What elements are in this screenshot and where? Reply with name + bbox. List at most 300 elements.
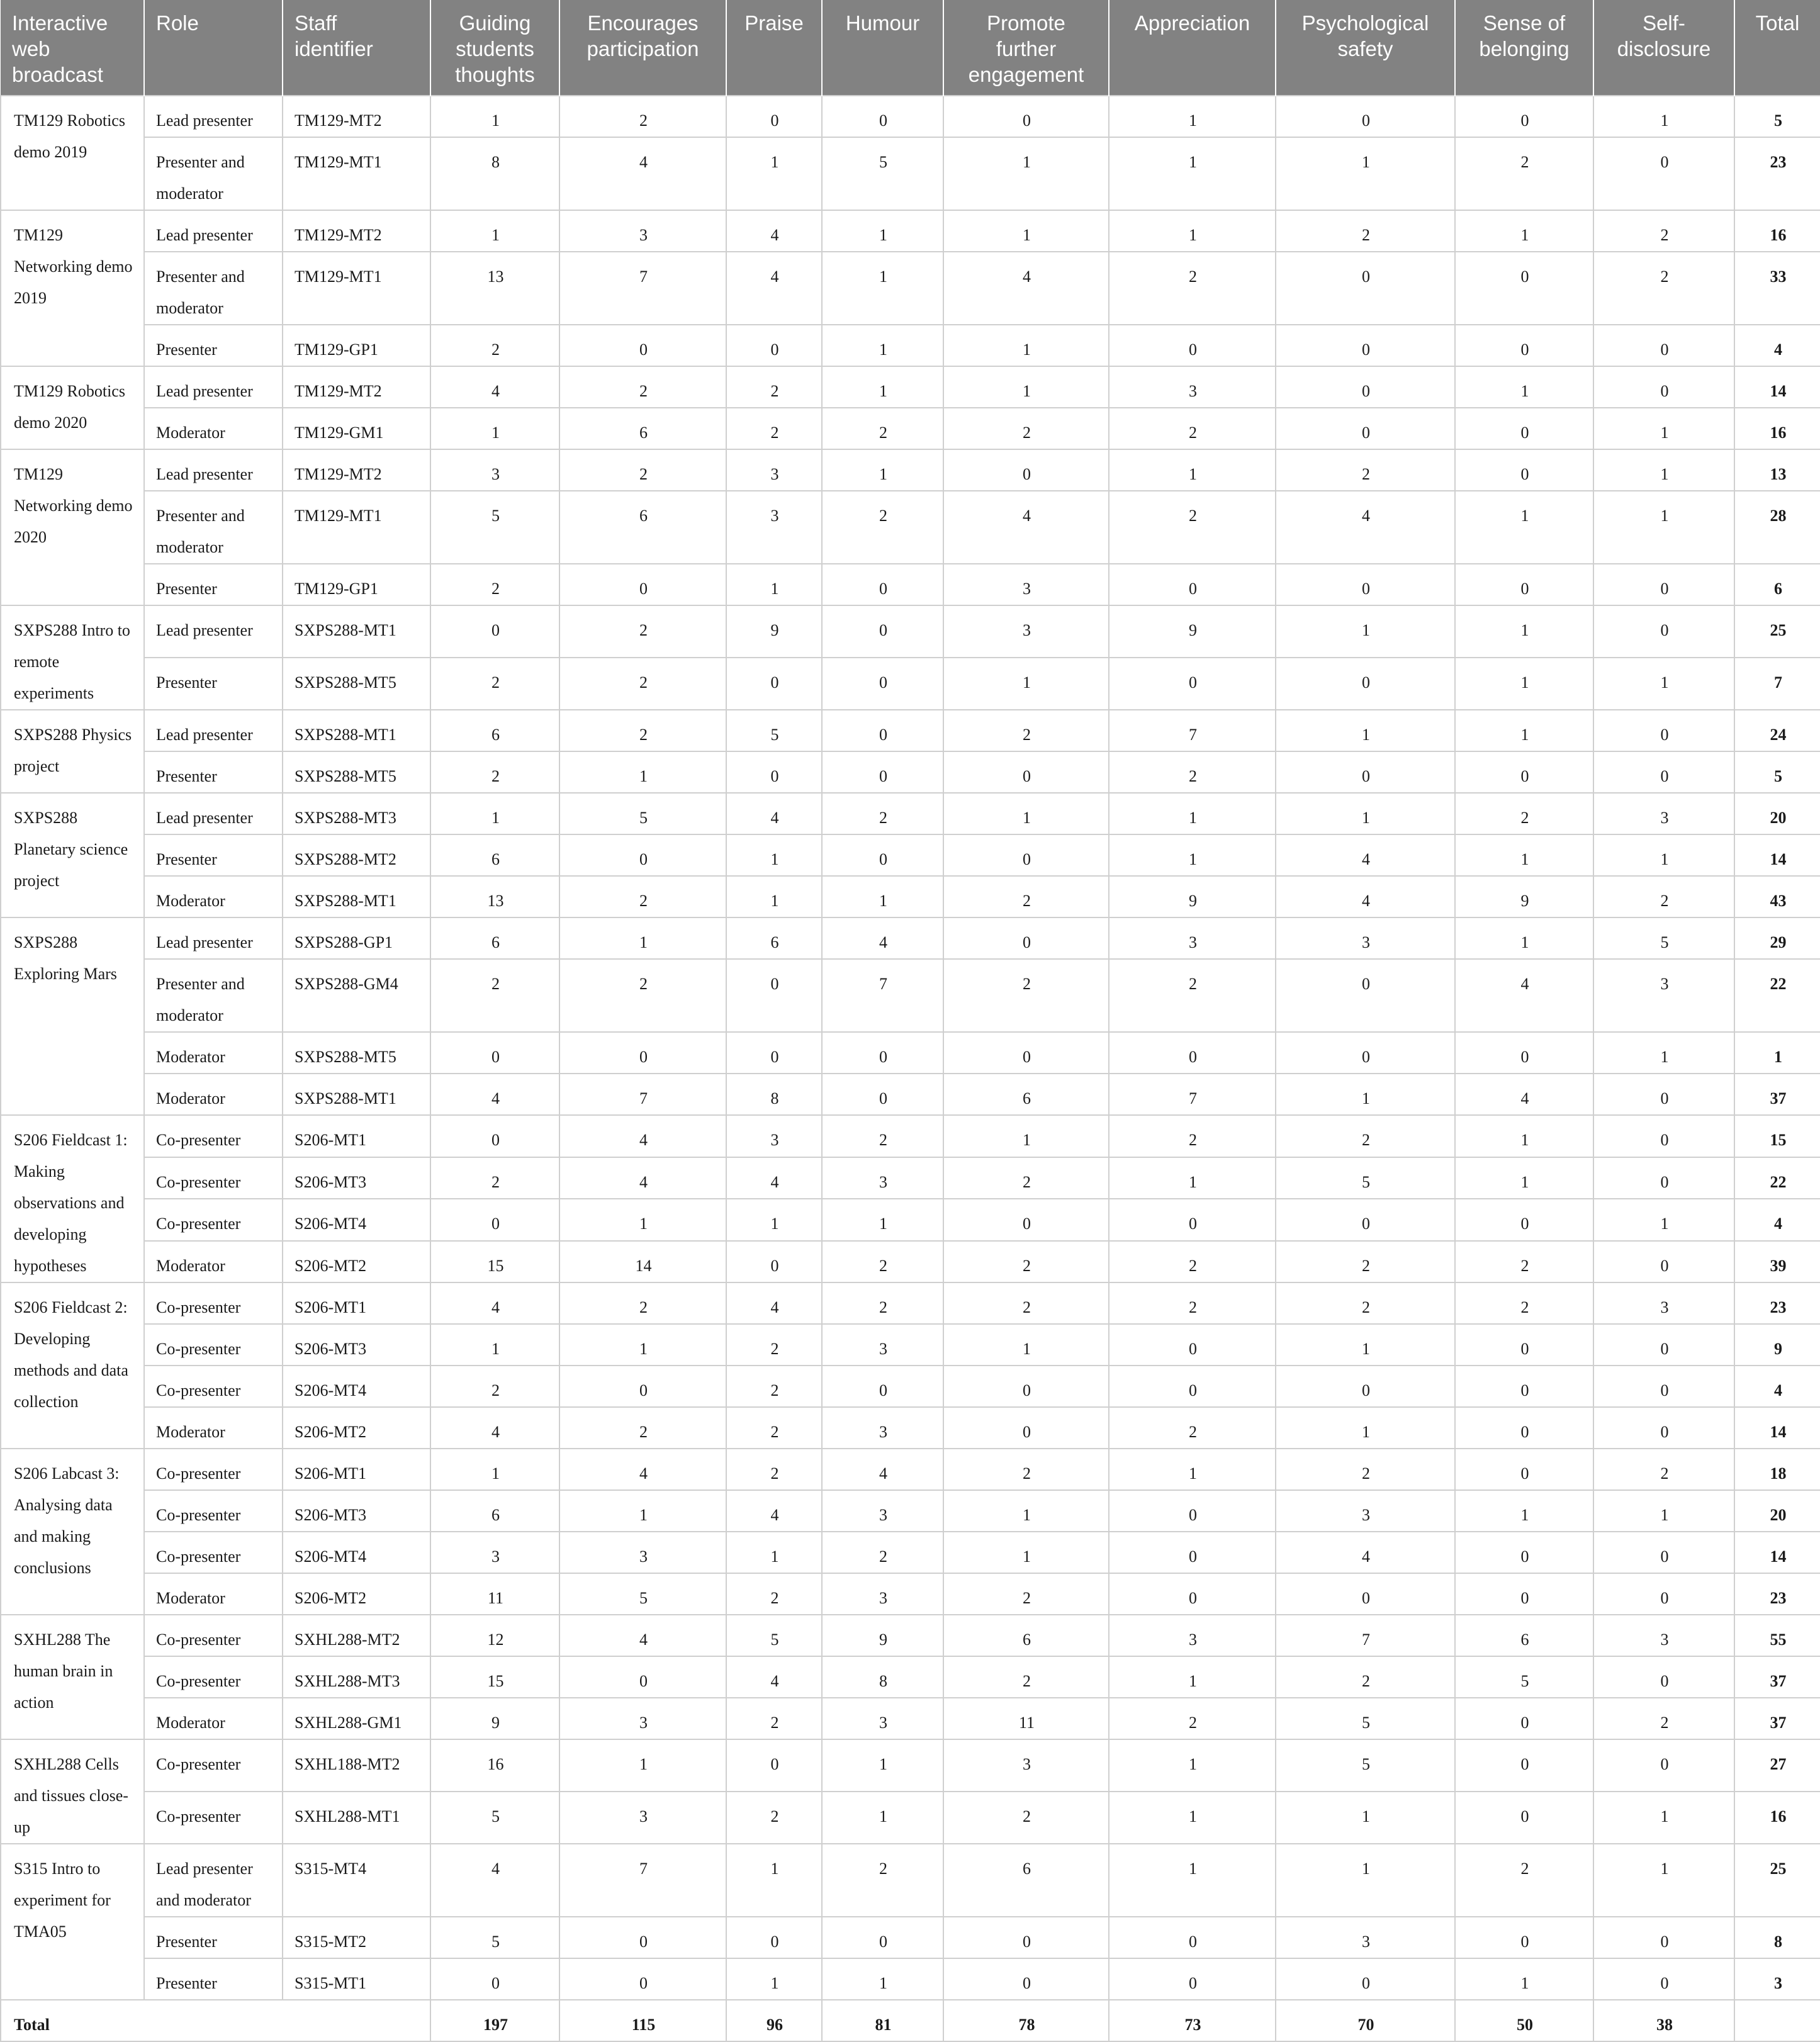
count-cell: 0: [726, 959, 822, 1032]
count-cell: 4: [1276, 491, 1455, 564]
row-total-cell: 28: [1734, 491, 1820, 564]
role-cell: Co-presenter: [144, 1615, 283, 1656]
count-cell: 4: [1276, 1532, 1455, 1573]
count-cell: 4: [430, 1407, 559, 1449]
staff-id-cell: TM129-MT1: [283, 252, 430, 325]
table-row: [1, 1792, 1820, 1844]
broadcast-name: TM129 Networking demo 2020: [1, 449, 144, 605]
count-cell: 4: [726, 793, 822, 834]
count-cell: 1: [1109, 1844, 1276, 1917]
count-cell: 4: [430, 1074, 559, 1115]
role-cell: Moderator: [144, 1698, 283, 1739]
column-total-cell: 38: [1593, 2000, 1734, 2041]
count-cell: 1: [1593, 1490, 1734, 1532]
count-cell: 3: [1109, 366, 1276, 408]
count-cell: 2: [726, 1573, 822, 1615]
row-total-cell: 16: [1734, 1792, 1820, 1844]
count-cell: 0: [726, 1032, 822, 1074]
role-cell: Moderator: [144, 1074, 283, 1115]
column-total-cell: 81: [822, 2000, 943, 2041]
count-cell: 0: [1455, 1698, 1593, 1739]
count-cell: 1: [822, 325, 943, 366]
count-cell: 4: [559, 1615, 726, 1656]
count-cell: 6: [430, 1490, 559, 1532]
count-cell: 4: [943, 252, 1109, 325]
row-total-cell: 25: [1734, 1844, 1820, 1917]
count-cell: 1: [1593, 1844, 1734, 1917]
broadcast-name: S206 Fieldcast 2: Developing methods and data collection: [1, 1282, 144, 1449]
count-cell: 1: [822, 252, 943, 325]
column-header: Total: [1734, 0, 1820, 96]
staff-id-cell: S206-MT4: [283, 1366, 430, 1407]
table-row: [1, 793, 1820, 834]
count-cell: 0: [943, 449, 1109, 491]
count-cell: 0: [822, 658, 943, 710]
row-total-cell: 4: [1734, 1366, 1820, 1407]
count-cell: 0: [1455, 408, 1593, 449]
column-header: Interactive web broadcast: [1, 0, 144, 96]
count-cell: 4: [822, 1449, 943, 1490]
count-cell: 2: [1593, 1698, 1734, 1739]
table-row: [1, 210, 1820, 252]
row-total-cell: 14: [1734, 366, 1820, 408]
broadcast-name: SXPS288 Intro to remote experiments: [1, 605, 144, 710]
count-cell: 1: [1455, 1490, 1593, 1532]
table-row: [1, 1656, 1820, 1698]
count-cell: 2: [943, 1792, 1109, 1844]
row-total-cell: 23: [1734, 1573, 1820, 1615]
count-cell: 2: [1593, 876, 1734, 917]
count-cell: 0: [943, 1917, 1109, 1958]
count-cell: 0: [943, 96, 1109, 137]
count-cell: 2: [726, 1698, 822, 1739]
count-cell: 1: [822, 210, 943, 252]
count-cell: 2: [1109, 751, 1276, 793]
count-cell: 3: [943, 605, 1109, 658]
count-cell: 2: [559, 605, 726, 658]
count-cell: 7: [1276, 1615, 1455, 1656]
count-cell: 5: [430, 1917, 559, 1958]
count-cell: 2: [726, 366, 822, 408]
role-cell: Co-presenter: [144, 1157, 283, 1199]
count-cell: 0: [559, 1917, 726, 1958]
role-cell: Lead presenter and moderator: [144, 1844, 283, 1917]
count-cell: 0: [1593, 1115, 1734, 1157]
count-cell: 0: [1109, 564, 1276, 605]
table-row: [1, 1844, 1820, 1917]
count-cell: 0: [822, 1917, 943, 1958]
count-cell: 0: [559, 564, 726, 605]
count-cell: 0: [1455, 1532, 1593, 1573]
count-cell: 14: [559, 1241, 726, 1283]
count-cell: 3: [559, 210, 726, 252]
count-cell: 2: [1109, 1241, 1276, 1283]
count-cell: 3: [822, 1324, 943, 1366]
count-cell: 5: [430, 1792, 559, 1844]
role-cell: Moderator: [144, 1407, 283, 1449]
count-cell: 1: [1276, 793, 1455, 834]
row-total-cell: 23: [1734, 1282, 1820, 1324]
count-cell: 2: [822, 1241, 943, 1283]
count-cell: 1: [726, 834, 822, 876]
table-row: [1, 1282, 1820, 1324]
table-row: [1, 96, 1820, 137]
role-cell: Lead presenter: [144, 605, 283, 658]
count-cell: 5: [430, 491, 559, 564]
role-cell: Co-presenter: [144, 1792, 283, 1844]
staff-id-cell: TM129-GM1: [283, 408, 430, 449]
count-cell: 9: [1109, 605, 1276, 658]
column-header: Promote further engagement: [943, 0, 1109, 96]
count-cell: 1: [822, 449, 943, 491]
count-cell: 3: [559, 1792, 726, 1844]
staff-id-cell: TM129-GP1: [283, 564, 430, 605]
count-cell: 1: [1276, 1792, 1455, 1844]
count-cell: 0: [1593, 1157, 1734, 1199]
row-total-cell: 22: [1734, 1157, 1820, 1199]
count-cell: 2: [726, 1407, 822, 1449]
count-cell: 2: [430, 959, 559, 1032]
count-cell: 1: [559, 751, 726, 793]
count-cell: 1: [559, 917, 726, 959]
table-row: [1, 564, 1820, 605]
row-total-cell: 20: [1734, 793, 1820, 834]
count-cell: 3: [1276, 917, 1455, 959]
count-cell: 0: [1593, 1324, 1734, 1366]
count-cell: 11: [943, 1698, 1109, 1739]
count-cell: 15: [430, 1241, 559, 1283]
count-cell: 0: [1455, 1449, 1593, 1490]
count-cell: 3: [559, 1698, 726, 1739]
table-row: [1, 449, 1820, 491]
count-cell: 3: [1109, 917, 1276, 959]
count-cell: 0: [1455, 1407, 1593, 1449]
count-cell: 16: [430, 1739, 559, 1792]
count-cell: 0: [1455, 1366, 1593, 1407]
count-cell: 0: [559, 1958, 726, 2000]
count-cell: 0: [822, 1074, 943, 1115]
staff-id-cell: S206-MT1: [283, 1282, 430, 1324]
count-cell: 6: [943, 1615, 1109, 1656]
table-row: [1, 751, 1820, 793]
count-cell: 1: [822, 1739, 943, 1792]
count-cell: 6: [943, 1074, 1109, 1115]
count-cell: 0: [943, 1199, 1109, 1241]
row-total-cell: 16: [1734, 210, 1820, 252]
column-total-cell: 115: [559, 2000, 726, 2041]
count-cell: 1: [1109, 793, 1276, 834]
count-cell: 2: [430, 325, 559, 366]
count-cell: 5: [1455, 1656, 1593, 1698]
column-header: Encourages participation: [559, 0, 726, 96]
column-header: Praise: [726, 0, 822, 96]
count-cell: 4: [943, 491, 1109, 564]
count-cell: 0: [1276, 959, 1455, 1032]
table-row: [1, 1739, 1820, 1792]
staff-id-cell: SXPS288-MT1: [283, 876, 430, 917]
count-cell: 1: [726, 1532, 822, 1573]
staff-id-cell: S206-MT4: [283, 1532, 430, 1573]
count-cell: 1: [1593, 1792, 1734, 1844]
count-cell: 9: [430, 1698, 559, 1739]
count-cell: 4: [822, 917, 943, 959]
count-cell: 0: [943, 1958, 1109, 2000]
count-cell: 11: [430, 1573, 559, 1615]
count-cell: 0: [1109, 1324, 1276, 1366]
role-cell: Presenter and moderator: [144, 137, 283, 210]
count-cell: 1: [1276, 1324, 1455, 1366]
count-cell: 12: [430, 1615, 559, 1656]
count-cell: 1: [1276, 710, 1455, 751]
count-cell: 6: [430, 834, 559, 876]
broadcast-name: SXHL288 The human brain in action: [1, 1615, 144, 1739]
row-total-cell: 29: [1734, 917, 1820, 959]
broadcast-name: TM129 Robotics demo 2019: [1, 96, 144, 210]
count-cell: 0: [1455, 1199, 1593, 1241]
count-cell: 5: [822, 137, 943, 210]
table-row: [1, 658, 1820, 710]
count-cell: 1: [430, 408, 559, 449]
count-cell: 4: [1276, 876, 1455, 917]
count-cell: 6: [726, 917, 822, 959]
count-cell: 4: [1455, 1074, 1593, 1115]
row-total-cell: 14: [1734, 1532, 1820, 1573]
table-row: [1, 1490, 1820, 1532]
role-cell: Moderator: [144, 1032, 283, 1074]
staff-id-cell: SXPS288-MT2: [283, 834, 430, 876]
count-cell: 0: [1276, 408, 1455, 449]
count-cell: 5: [1276, 1698, 1455, 1739]
count-cell: 4: [430, 366, 559, 408]
table-row: [1, 1958, 1820, 2000]
count-cell: 3: [1109, 1615, 1276, 1656]
column-total-cell: 50: [1455, 2000, 1593, 2041]
count-cell: 0: [1276, 1573, 1455, 1615]
table-row: [1, 834, 1820, 876]
count-cell: 0: [1593, 1656, 1734, 1698]
column-header: Sense of belonging: [1455, 0, 1593, 96]
table-row: [1, 1615, 1820, 1656]
count-cell: 0: [1276, 1032, 1455, 1074]
table-row: [1, 605, 1820, 658]
count-cell: 2: [559, 96, 726, 137]
count-cell: 0: [1455, 96, 1593, 137]
column-header: Humour: [822, 0, 943, 96]
broadcast-name: S206 Fieldcast 1: Making observations and developing hypotheses: [1, 1115, 144, 1282]
count-cell: 0: [1455, 252, 1593, 325]
count-cell: 2: [1276, 449, 1455, 491]
role-cell: Presenter: [144, 658, 283, 710]
column-header: Staff identifier: [283, 0, 430, 96]
count-cell: 2: [822, 1532, 943, 1573]
count-cell: 0: [430, 1032, 559, 1074]
count-cell: 4: [559, 1157, 726, 1199]
count-cell: 1: [1109, 834, 1276, 876]
count-cell: 5: [1276, 1157, 1455, 1199]
count-cell: 0: [943, 917, 1109, 959]
count-cell: 3: [1593, 1615, 1734, 1656]
count-cell: 1: [1109, 1792, 1276, 1844]
row-total-cell: 4: [1734, 1199, 1820, 1241]
count-cell: 0: [1276, 366, 1455, 408]
count-cell: 2: [559, 449, 726, 491]
count-cell: 7: [1109, 710, 1276, 751]
count-cell: 1: [822, 1792, 943, 1844]
row-total-cell: 33: [1734, 252, 1820, 325]
count-cell: 2: [1109, 1115, 1276, 1157]
staff-id-cell: TM129-GP1: [283, 325, 430, 366]
count-cell: 0: [1593, 325, 1734, 366]
count-cell: 0: [726, 96, 822, 137]
count-cell: 1: [943, 1490, 1109, 1532]
column-total-cell: 96: [726, 2000, 822, 2041]
role-cell: Presenter and moderator: [144, 959, 283, 1032]
count-cell: 3: [943, 1739, 1109, 1792]
count-cell: 9: [726, 605, 822, 658]
role-cell: Presenter and moderator: [144, 252, 283, 325]
count-cell: 6: [943, 1844, 1109, 1917]
row-total-cell: 39: [1734, 1241, 1820, 1283]
count-cell: 1: [1455, 658, 1593, 710]
count-cell: 2: [430, 1366, 559, 1407]
count-cell: 2: [1109, 491, 1276, 564]
count-cell: 2: [1593, 1449, 1734, 1490]
count-cell: 1: [1593, 96, 1734, 137]
count-cell: 2: [726, 1792, 822, 1844]
staff-id-cell: S315-MT1: [283, 1958, 430, 2000]
count-cell: 2: [1455, 793, 1593, 834]
row-total-cell: 27: [1734, 1739, 1820, 1792]
row-total-cell: 16: [1734, 408, 1820, 449]
count-cell: 2: [1109, 959, 1276, 1032]
row-total-cell: 55: [1734, 1615, 1820, 1656]
staff-id-cell: SXHL188-MT2: [283, 1739, 430, 1792]
count-cell: 2: [1109, 1282, 1276, 1324]
count-cell: 6: [559, 491, 726, 564]
column-header: Self-disclosure: [1593, 0, 1734, 96]
count-cell: 0: [726, 1241, 822, 1283]
broadcast-name: S315 Intro to experiment for TMA05: [1, 1844, 144, 2000]
count-cell: 7: [1109, 1074, 1276, 1115]
count-cell: 0: [1276, 96, 1455, 137]
count-cell: 1: [822, 366, 943, 408]
count-cell: 0: [1455, 449, 1593, 491]
count-cell: 1: [1593, 408, 1734, 449]
count-cell: 1: [1455, 1958, 1593, 2000]
count-cell: 2: [1276, 1282, 1455, 1324]
table-row: [1, 1324, 1820, 1366]
role-cell: Co-presenter: [144, 1656, 283, 1698]
count-cell: 5: [1276, 1739, 1455, 1792]
count-cell: 2: [943, 1241, 1109, 1283]
staff-id-cell: S206-MT2: [283, 1407, 430, 1449]
count-cell: 4: [726, 210, 822, 252]
role-cell: Moderator: [144, 1241, 283, 1283]
count-cell: 3: [822, 1573, 943, 1615]
count-cell: 0: [1593, 366, 1734, 408]
role-cell: Co-presenter: [144, 1324, 283, 1366]
count-cell: 3: [726, 491, 822, 564]
role-cell: Presenter: [144, 751, 283, 793]
count-cell: 0: [1109, 1490, 1276, 1532]
staff-id-cell: SXHL288-GM1: [283, 1698, 430, 1739]
role-cell: Lead presenter: [144, 710, 283, 751]
row-total-cell: 20: [1734, 1490, 1820, 1532]
count-cell: 9: [822, 1615, 943, 1656]
table-row: [1, 366, 1820, 408]
count-cell: 2: [822, 491, 943, 564]
row-total-cell: 25: [1734, 605, 1820, 658]
count-cell: 3: [430, 449, 559, 491]
count-cell: 0: [943, 751, 1109, 793]
count-cell: 1: [1109, 137, 1276, 210]
count-cell: 0: [1593, 710, 1734, 751]
count-cell: 0: [559, 1656, 726, 1698]
count-cell: 2: [726, 408, 822, 449]
count-cell: 2: [1276, 1656, 1455, 1698]
count-cell: 1: [559, 1199, 726, 1241]
count-cell: 1: [1109, 96, 1276, 137]
count-cell: 0: [726, 1739, 822, 1792]
count-cell: 1: [559, 1324, 726, 1366]
count-cell: 1: [430, 793, 559, 834]
count-cell: 1: [1109, 1656, 1276, 1698]
column-total-cell: 70: [1276, 2000, 1455, 2041]
role-cell: Co-presenter: [144, 1739, 283, 1792]
role-cell: Presenter: [144, 1917, 283, 1958]
count-cell: 2: [1455, 137, 1593, 210]
role-cell: Presenter: [144, 1958, 283, 2000]
count-cell: 15: [430, 1656, 559, 1698]
count-cell: 0: [1109, 1199, 1276, 1241]
count-cell: 0: [822, 1366, 943, 1407]
count-cell: 2: [943, 710, 1109, 751]
count-cell: 1: [430, 1324, 559, 1366]
count-cell: 1: [943, 658, 1109, 710]
count-cell: 2: [943, 408, 1109, 449]
role-cell: Co-presenter: [144, 1490, 283, 1532]
staff-id-cell: S206-MT3: [283, 1490, 430, 1532]
count-cell: 7: [559, 252, 726, 325]
count-cell: 0: [1109, 1532, 1276, 1573]
grand-total-cell: [1734, 2000, 1820, 2041]
count-cell: 1: [1109, 449, 1276, 491]
row-total-cell: 23: [1734, 137, 1820, 210]
count-cell: 2: [430, 1157, 559, 1199]
count-cell: 4: [430, 1282, 559, 1324]
table-row: [1, 252, 1820, 325]
staff-id-cell: SXPS288-GP1: [283, 917, 430, 959]
count-cell: 4: [726, 1490, 822, 1532]
role-cell: Lead presenter: [144, 366, 283, 408]
row-total-cell: 1: [1734, 1032, 1820, 1074]
count-cell: 5: [559, 1573, 726, 1615]
broadcast-name: SXHL288 Cells and tissues close-up: [1, 1739, 144, 1844]
count-cell: 2: [1593, 252, 1734, 325]
table-row: [1, 408, 1820, 449]
count-cell: 0: [1593, 605, 1734, 658]
count-cell: 3: [726, 1115, 822, 1157]
role-cell: Presenter: [144, 564, 283, 605]
count-cell: 1: [726, 1958, 822, 2000]
count-cell: 0: [1455, 1032, 1593, 1074]
count-cell: 2: [559, 959, 726, 1032]
staff-id-cell: TM129-MT1: [283, 491, 430, 564]
staff-id-cell: SXPS288-MT1: [283, 605, 430, 658]
table-row: [1, 1074, 1820, 1115]
count-cell: 0: [1276, 1366, 1455, 1407]
count-cell: 0: [726, 325, 822, 366]
